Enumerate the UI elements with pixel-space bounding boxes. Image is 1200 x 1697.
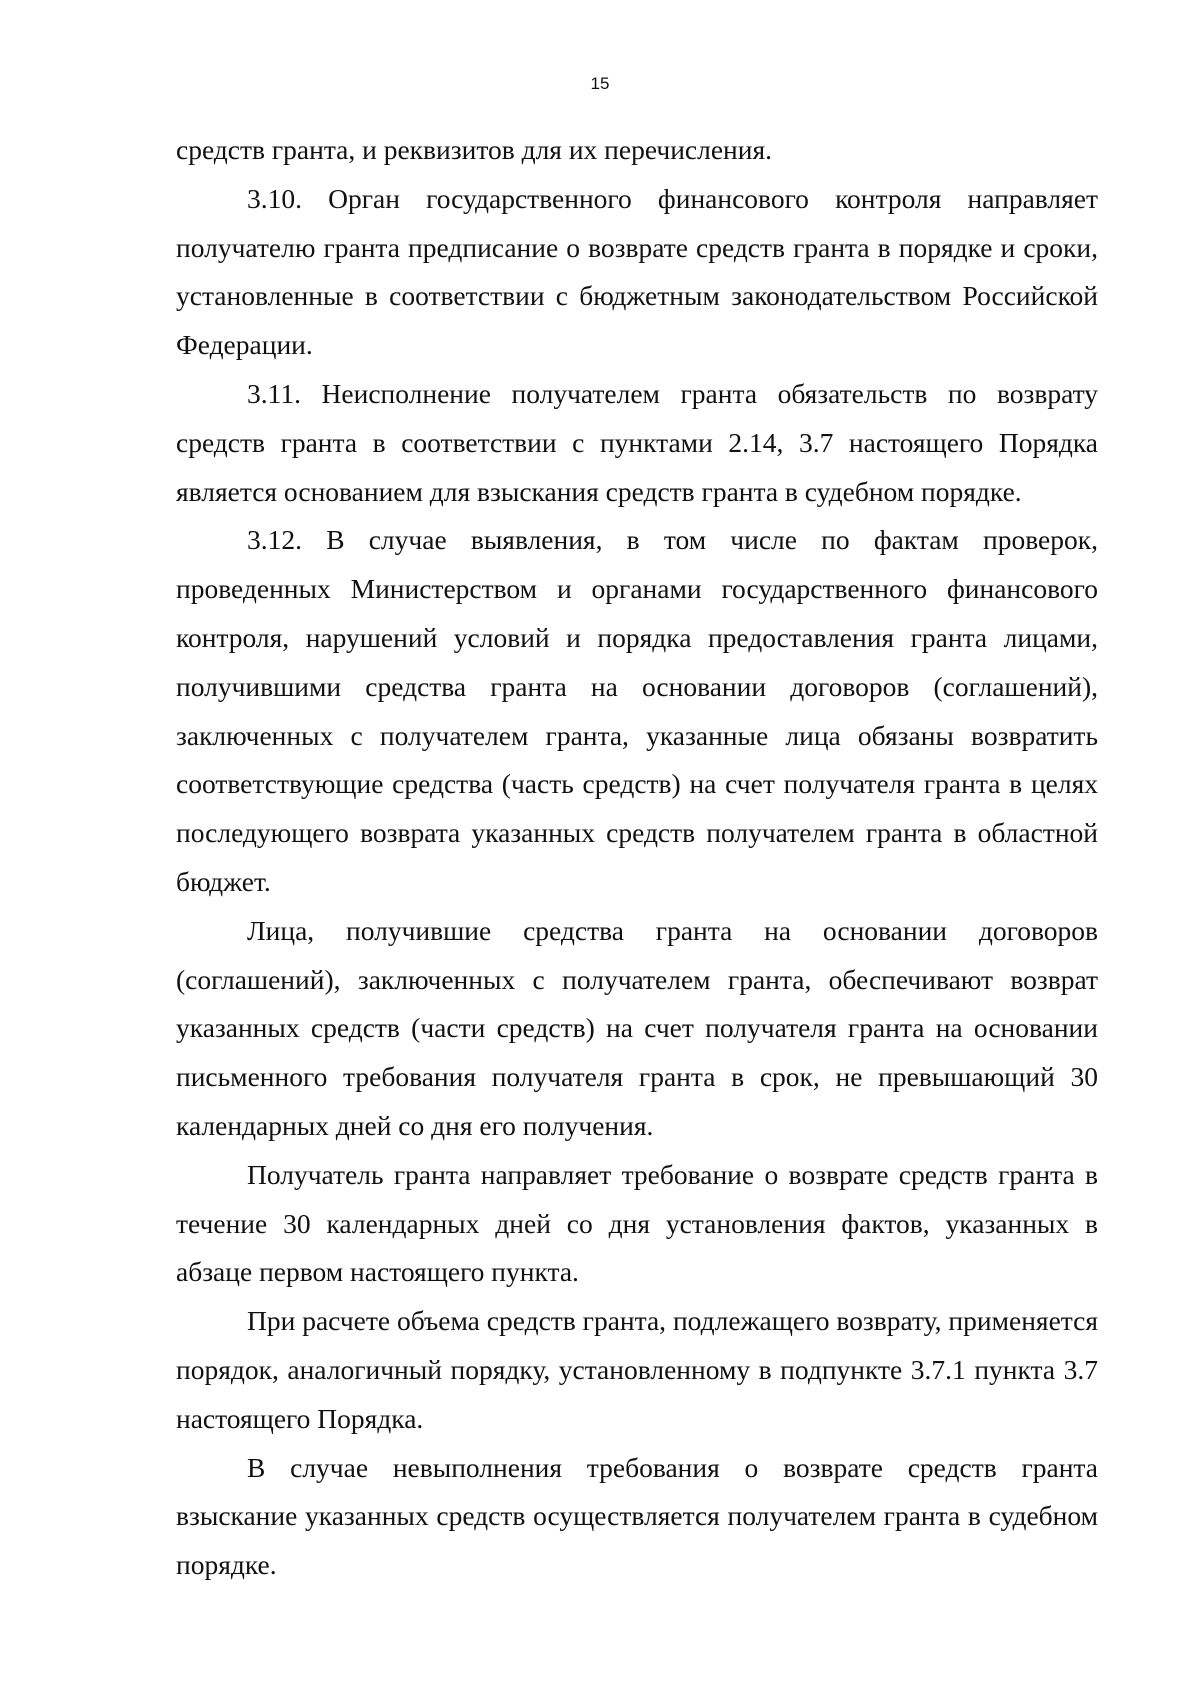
paragraph-3-10: 3.10. Орган государственного финансового контроля направляет получателю гранта предписание о возврате средств гранта в порядке и сроки, установленные в соответствии с бюджетным законодательством Российской Федерации. — [176, 182, 1098, 361]
paragraph-persons-return: Лица, получившие средства гранта на основании договоров (соглашений), заключенных с получателем гранта, обеспечивают возврат указанных средств (части средств) на счет получателя гранта на основании письменного требования получателя гранта в срок, не превышающий 30 календарных дней со дня его получения. — [176, 914, 1098, 1141]
page-number: 15 — [590, 74, 610, 93]
paragraph-3-11: 3.11. Неисполнение получателем гранта обязательств по возврату средств гранта в соответствии с пунктами 2.14, 3.7 настоящего Порядка является основанием для взыскания средств гранта в судебном порядке. — [176, 377, 1098, 507]
paragraph-court-recovery: В случае невыполнения требования о возврате средств гранта взыскание указанных средств осуществляется получателем гранта в судебном порядке. — [176, 1451, 1098, 1581]
paragraph-3-12: 3.12. В случае выявления, в том числе по фактам проверок, проведенных Министерством и органами государственного финансового контроля, нарушений условий и порядка предоставления гранта лицами, получившими средства гранта на основании договоров (соглашений), заключенных с получателем гранта, указанные лица обязаны возвратить соответствующие средства (часть средств) на счет получателя гранта в целях последующего возврата указанных средств получателем гранта в областной бюджет. — [176, 524, 1098, 897]
paragraph-requirement-term: Получатель гранта направляет требование о возврате средств гранта в течение 30 календарных дней со дня установления фактов, указанных в абзаце первом настоящего пункта. — [176, 1158, 1098, 1288]
paragraph-continuation: средств гранта, и реквизитов для их перечисления. — [176, 134, 773, 165]
document-body — [176, 126, 1098, 1590]
paragraph-calculation: При расчете объема средств гранта, подлежащего возврату, применяется порядок, аналогичный порядку, установленному в подпункте 3.7.1 пункта 3.7 настоящего Порядка. — [176, 1305, 1098, 1434]
